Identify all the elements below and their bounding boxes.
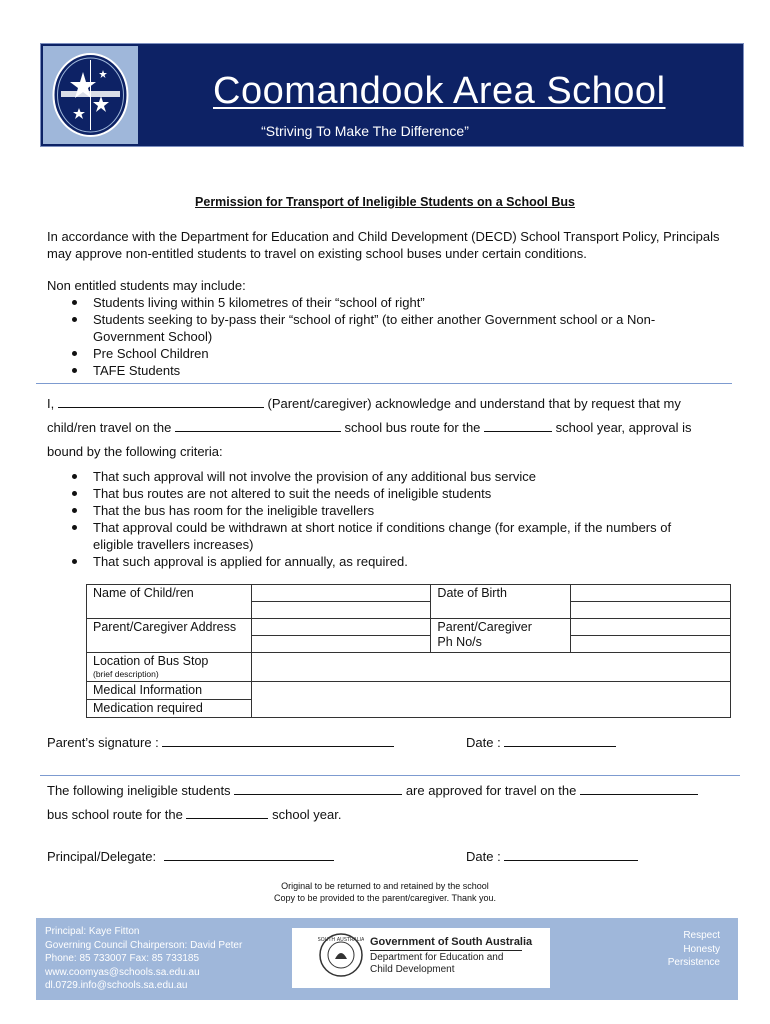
gov-divider (370, 950, 522, 951)
return-note: Original to be returned to and retained by the school (281, 881, 489, 891)
list-item-continued: Government School) (93, 329, 213, 344)
medical-label: Medical Information (87, 682, 252, 700)
list-item: Pre School Children (47, 345, 747, 362)
footer-email[interactable]: dl.0729.info@schools.sa.edu.au (45, 980, 188, 991)
dob-field-2[interactable] (571, 602, 731, 619)
phone-label-line-2: Ph No/s (437, 635, 482, 649)
principal-signature-field[interactable] (164, 848, 334, 861)
footer-web[interactable]: www.coomyas@schools.sa.edu.au (45, 966, 200, 978)
school-motto: “Striving To Make The Difference” (261, 123, 469, 139)
parent-signature-row (47, 734, 394, 751)
school-logo-panel (43, 46, 138, 144)
parent-date-row (466, 734, 616, 751)
parent-name-field[interactable] (58, 395, 264, 408)
phone-field[interactable] (571, 619, 731, 636)
school-crest-icon (43, 46, 138, 144)
value-persistence: Persistence (667, 957, 720, 968)
criteria-item: That such approval is applied for annually, as required. (47, 553, 747, 570)
parent-signature-field[interactable] (162, 734, 394, 747)
bus-route-field[interactable] (175, 419, 341, 432)
gov-dept-line-1: Department for Education and (370, 952, 504, 963)
document-title: Permission for Transport of Ineligible Students on a School Bus (195, 195, 575, 209)
bus-stop-field[interactable] (251, 653, 730, 682)
bus-stop-hint: (brief description) (93, 669, 159, 679)
ack-text: (Parent/caregiver) acknowledge and understand that by request that my (267, 396, 681, 411)
address-label: Parent/Caregiver Address (87, 619, 252, 653)
phone-label-line-1: Parent/Caregiver (437, 620, 532, 634)
dob-field[interactable] (571, 585, 731, 602)
date-label: Date : (466, 735, 501, 750)
criteria-list (47, 468, 747, 570)
approval-text: school year. (272, 807, 342, 822)
list-heading: Non entitled students may include: (47, 278, 246, 293)
school-values (630, 929, 720, 970)
name-field[interactable] (251, 585, 431, 602)
approval-text: are approved for travel on the (405, 783, 577, 798)
intro-line-1: In accordance with the Department for Education and Child Development (DECD) School Transport Policy, Principals (47, 229, 720, 244)
name-field-2[interactable] (251, 602, 431, 619)
principal-row (47, 848, 334, 865)
date-label: Date : (466, 849, 501, 864)
copy-note: Copy to be provided to the parent/caregiver. Thank you. (274, 893, 496, 903)
name-label: Name of Child/ren (87, 585, 252, 619)
criteria-item: That approval could be withdrawn at short notice if conditions change (for example, if the numbers of (47, 519, 747, 536)
eligible-list (47, 294, 747, 379)
footer-contact (45, 925, 242, 993)
ack-line-1 (47, 395, 681, 412)
approval-line-1 (47, 782, 698, 799)
value-respect: Respect (683, 930, 720, 941)
list-item: Students seeking to by-pass their “school of right” (to either another Government school or a Non- (47, 311, 747, 328)
principal-date-field[interactable] (504, 848, 638, 861)
approval-text: The following ineligible students (47, 783, 231, 798)
principal-label: Principal/Delegate: (47, 849, 157, 864)
intro-paragraph (47, 228, 719, 262)
address-field[interactable] (251, 619, 431, 636)
criteria-item: That the bus has room for the ineligible travellers (47, 502, 747, 519)
criteria-item-continued: eligible travellers increases) (93, 537, 254, 552)
list-item: TAFE Students (47, 362, 747, 379)
ack-line-3: bound by the following criteria: (47, 444, 223, 459)
approved-students-field[interactable] (234, 782, 402, 795)
school-name: Coomandook Area School (213, 70, 666, 112)
approval-text: bus school route for the (47, 807, 183, 822)
approved-route-field[interactable] (580, 782, 698, 795)
footer-phone: Phone: 85 733007 Fax: 85 733185 (45, 953, 200, 964)
phone-label (431, 619, 571, 653)
seal-text: SOUTH AUSTRALIA (318, 937, 364, 943)
list-item: Students living within 5 kilometres of their “school of right” (47, 294, 747, 311)
footer-chair: Governing Council Chairperson: David Peter (45, 939, 243, 951)
value-honesty: Honesty (683, 943, 720, 955)
ack-text: school bus route for the (344, 420, 481, 435)
gov-title: Government of South Australia (370, 936, 533, 948)
footer-principal: Principal: Kaye Fitton (45, 926, 140, 937)
intro-line-2: may approve non-entitled students to travel on existing school buses under certain conditions. (47, 246, 587, 261)
bus-stop-label (87, 653, 252, 682)
gov-dept-line-2: Child Development (370, 963, 455, 975)
sa-seal-icon (318, 932, 364, 978)
criteria-item: That such approval will not involve the provision of any additional bus service (47, 468, 747, 485)
phone-field-2[interactable] (571, 636, 731, 653)
ack-text: school year, approval is (555, 420, 692, 435)
student-details-table (86, 584, 731, 718)
medical-field[interactable] (251, 682, 730, 718)
parent-signature-label: Parent’s signature : (47, 735, 159, 750)
gov-department (370, 952, 503, 975)
address-field-2[interactable] (251, 636, 431, 653)
ack-line-2 (47, 419, 692, 436)
dob-label: Date of Birth (431, 585, 571, 619)
parent-date-field[interactable] (504, 734, 616, 747)
ack-text: child/ren travel on the (47, 420, 172, 435)
approval-line-2 (47, 806, 341, 823)
medication-label: Medication required (87, 700, 252, 718)
principal-date-row (466, 848, 638, 865)
ack-prefix: I, (47, 396, 55, 411)
section-divider (36, 383, 732, 384)
criteria-item: That bus routes are not altered to suit the needs of ineligible students (47, 485, 747, 502)
section-divider (40, 775, 740, 776)
approved-year-field[interactable] (186, 806, 268, 819)
bus-stop-label-text: Location of Bus Stop (93, 654, 209, 668)
school-year-field[interactable] (484, 419, 552, 432)
